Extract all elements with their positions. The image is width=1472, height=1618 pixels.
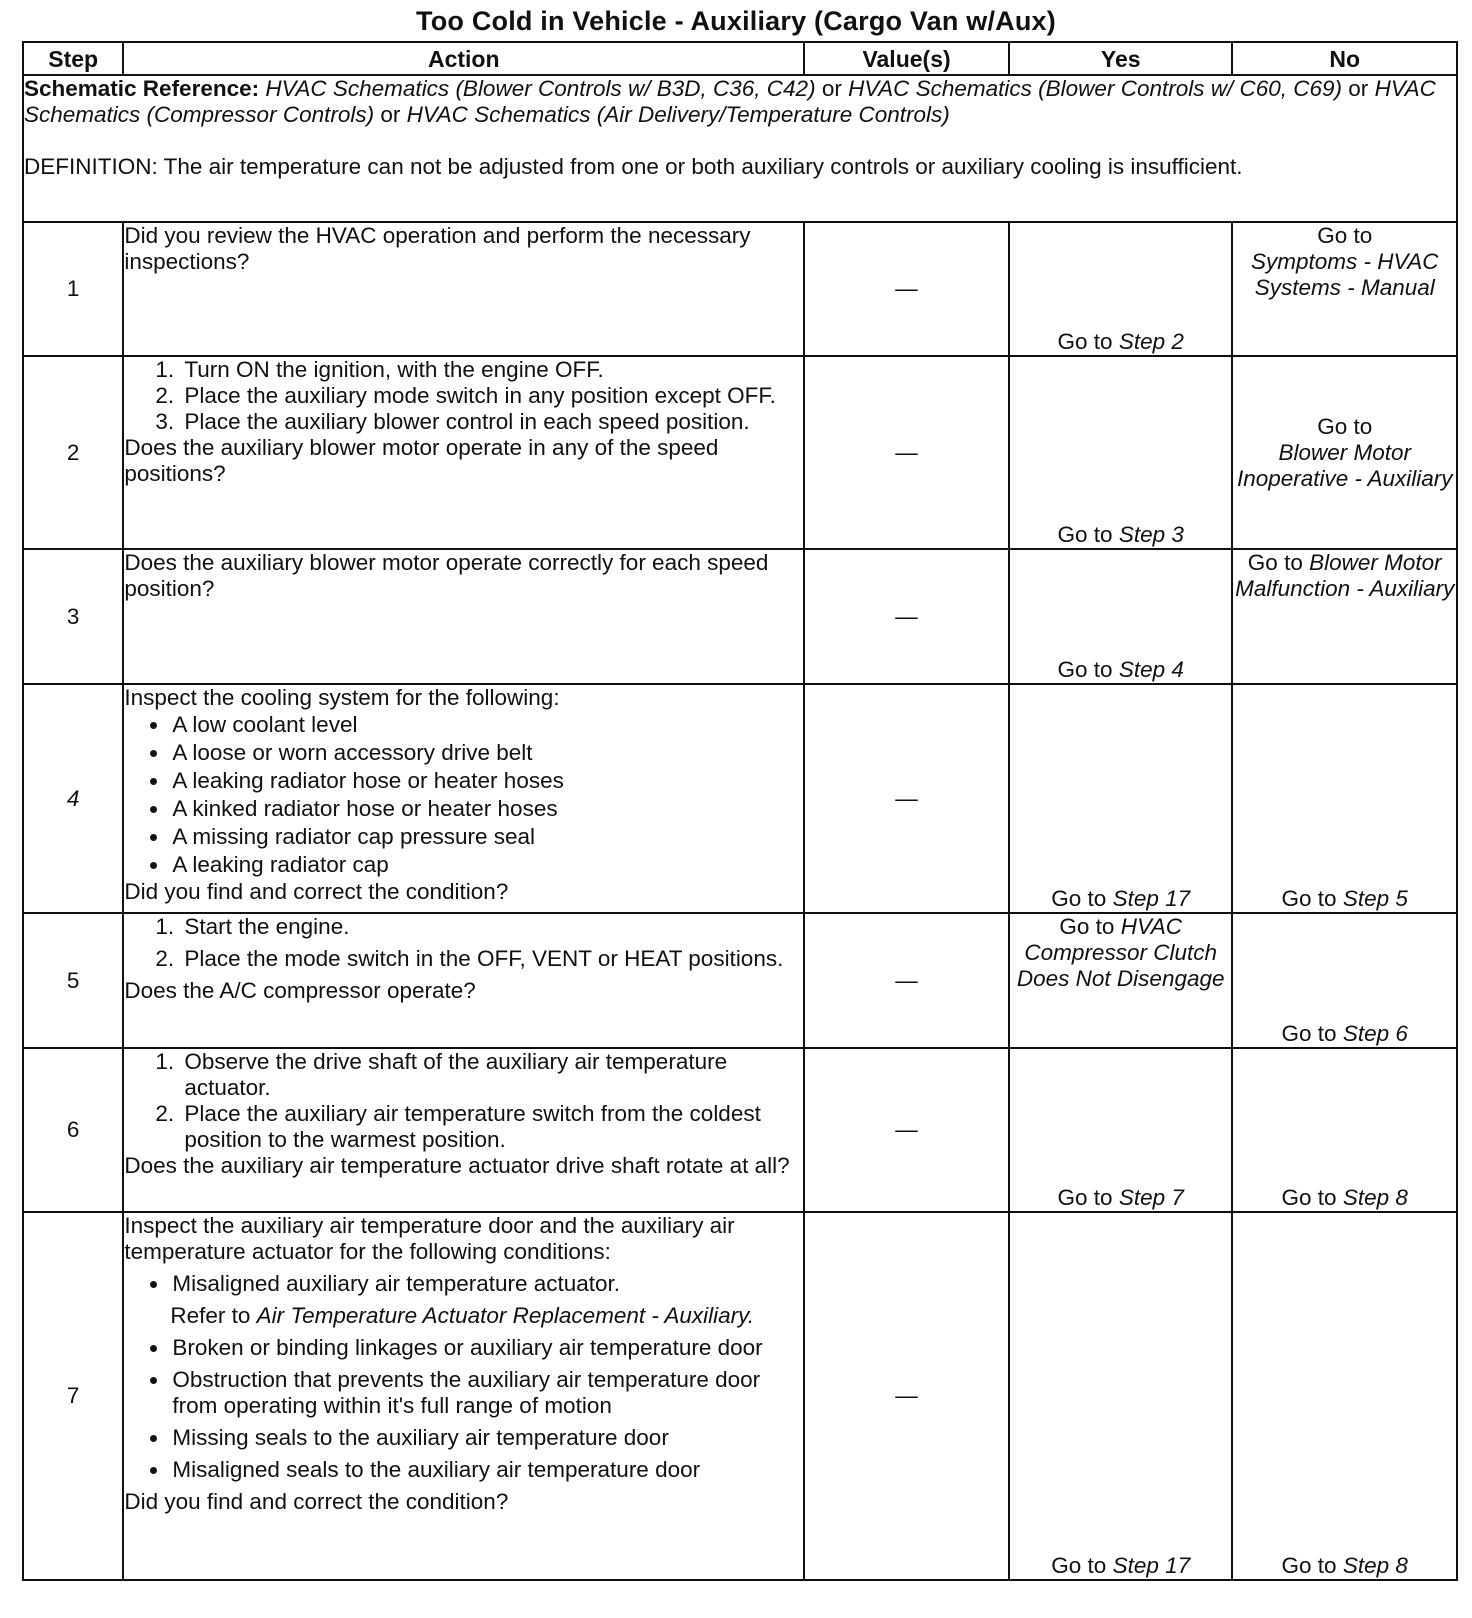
numbered-list: [124, 914, 803, 972]
schematic-ref-3: HVAC Schematics (Compressor Controls): [24, 76, 1436, 127]
bullet-list: [124, 1335, 803, 1483]
step-action: [123, 222, 804, 356]
step-no: Go to Step 8: [1232, 1048, 1457, 1212]
step-action: [123, 913, 804, 1048]
step-question: Does the auxiliary blower motor operate correctly for each speed position?: [124, 550, 769, 601]
step-number: 4: [23, 684, 123, 913]
step-value: —: [804, 1212, 1009, 1580]
step-action: [123, 684, 804, 913]
header-no: No: [1232, 42, 1457, 75]
step-action: [123, 1212, 804, 1580]
bullet-list: [124, 1271, 803, 1297]
table-row: [23, 356, 1457, 549]
definition-text: DEFINITION: The air temperature can not be adjusted from one or both auxiliary controls or auxiliary cooling is insufficient.: [24, 154, 1243, 179]
step-yes: Go to Step 7: [1009, 1048, 1232, 1212]
header-action: Action: [123, 42, 804, 75]
step-no: Go to Step 8: [1232, 1212, 1457, 1580]
schematic-ref-2: HVAC Schematics (Blower Controls w/ C60, C69): [848, 76, 1343, 101]
or-text: or: [1348, 76, 1369, 101]
list-item: • A low coolant level: [170, 711, 803, 739]
table-row: [23, 222, 1457, 356]
step-yes: Go to HVAC Compressor Clutch Does Not Disengage: [1009, 913, 1232, 1048]
list-item: 1. Start the engine.: [180, 914, 803, 940]
page-title: Too Cold in Vehicle - Auxiliary (Cargo Van w/Aux): [416, 6, 1056, 36]
step-yes: Go to Step 2: [1009, 222, 1232, 356]
list-item: 1. Turn ON the ignition, with the engine OFF.: [180, 357, 803, 383]
list-item: 2. Place the auxiliary mode switch in any position except OFF.: [180, 383, 803, 409]
step-value: —: [804, 1048, 1009, 1212]
step-yes: Go to Step 17: [1009, 1212, 1232, 1580]
table-row: [23, 684, 1457, 913]
list-item: • A loose or worn accessory drive belt: [170, 739, 803, 767]
step-yes: Go to Step 4: [1009, 549, 1232, 684]
step-yes: Go to Step 3: [1009, 356, 1232, 549]
step-value: —: [804, 356, 1009, 549]
schematic-cell: [23, 75, 1457, 222]
step-intro: Inspect the auxiliary air temperature door and the auxiliary air temperature actuator for the following conditions:: [124, 1213, 735, 1264]
list-item: 3. Place the auxiliary blower control in each speed position.: [180, 409, 803, 435]
schematic-ref-1: HVAC Schematics (Blower Controls w/ B3D, C36, C42): [265, 76, 816, 101]
list-item: 1. Observe the drive shaft of the auxiliary air temperature actuator.: [180, 1049, 803, 1101]
refer-note: Refer to Air Temperature Actuator Replacement - Auxiliary.: [170, 1303, 754, 1328]
list-item: • A leaking radiator cap: [170, 851, 803, 879]
list-item: • Misaligned auxiliary air temperature actuator.: [170, 1271, 803, 1297]
step-question: Did you review the HVAC operation and perform the necessary inspections?: [124, 223, 751, 274]
or-text: or: [821, 76, 842, 101]
diagnostic-table: [22, 41, 1458, 1581]
list-item: • Missing seals to the auxiliary air temperature door: [170, 1425, 803, 1451]
schematic-row: [23, 75, 1457, 222]
bullet-list: [124, 711, 803, 879]
table-row: [23, 1212, 1457, 1580]
schematic-label: Schematic Reference:: [24, 76, 260, 101]
list-item: • A missing radiator cap pressure seal: [170, 823, 803, 851]
step-no: Go to Step 5: [1232, 684, 1457, 913]
step-value: —: [804, 222, 1009, 356]
step-question: Did you find and correct the condition?: [124, 1489, 509, 1514]
step-no: Go to Blower Motor Inoperative - Auxiliary: [1232, 356, 1457, 549]
table-row: [23, 549, 1457, 684]
schematic-reference: [24, 76, 1456, 128]
step-question: Does the A/C compressor operate?: [124, 978, 476, 1003]
list-item: 2. Place the mode switch in the OFF, VENT or HEAT positions.: [180, 946, 803, 972]
header-yes: Yes: [1009, 42, 1232, 75]
list-item: • A leaking radiator hose or heater hoses: [170, 767, 803, 795]
step-value: —: [804, 913, 1009, 1048]
numbered-list: [124, 357, 803, 435]
header-step: Step: [23, 42, 123, 75]
step-yes: Go to Step 17: [1009, 684, 1232, 913]
list-item: 2. Place the auxiliary air temperature switch from the coldest position to the warmest position.: [180, 1101, 803, 1153]
step-question: Does the auxiliary blower motor operate in any of the speed positions?: [124, 435, 719, 486]
step-no: Go to Step 6: [1232, 913, 1457, 1048]
step-action: [123, 549, 804, 684]
header-row: [23, 42, 1457, 75]
step-value: —: [804, 549, 1009, 684]
step-value: —: [804, 684, 1009, 913]
step-question: Did you find and correct the condition?: [124, 879, 509, 904]
step-action: [123, 356, 804, 549]
table-row: [23, 1048, 1457, 1212]
step-number: 6: [23, 1048, 123, 1212]
or-text: or: [380, 102, 401, 127]
list-item: • Misaligned seals to the auxiliary air temperature door: [170, 1457, 803, 1483]
table-row: [23, 913, 1457, 1048]
header-values: Value(s): [804, 42, 1009, 75]
step-number: 3: [23, 549, 123, 684]
step-intro: Inspect the cooling system for the following:: [124, 685, 560, 710]
numbered-list: [124, 1049, 803, 1153]
step-no: Go to Blower Motor Malfunction - Auxiliary: [1232, 549, 1457, 684]
list-item: • Broken or binding linkages or auxiliary air temperature door: [170, 1335, 803, 1361]
list-item: • A kinked radiator hose or heater hoses: [170, 795, 803, 823]
step-number: 1: [23, 222, 123, 356]
step-no: Go to Symptoms - HVAC Systems - Manual: [1232, 222, 1457, 356]
step-action: [123, 1048, 804, 1212]
step-question: Does the auxiliary air temperature actuator drive shaft rotate at all?: [124, 1153, 790, 1178]
step-number: 2: [23, 356, 123, 549]
list-item: • Obstruction that prevents the auxiliary air temperature door from operating within it's full range of motion: [170, 1367, 803, 1419]
schematic-ref-4: HVAC Schematics (Air Delivery/Temperature Controls): [406, 102, 950, 127]
step-number: 7: [23, 1212, 123, 1580]
step-number: 5: [23, 913, 123, 1048]
